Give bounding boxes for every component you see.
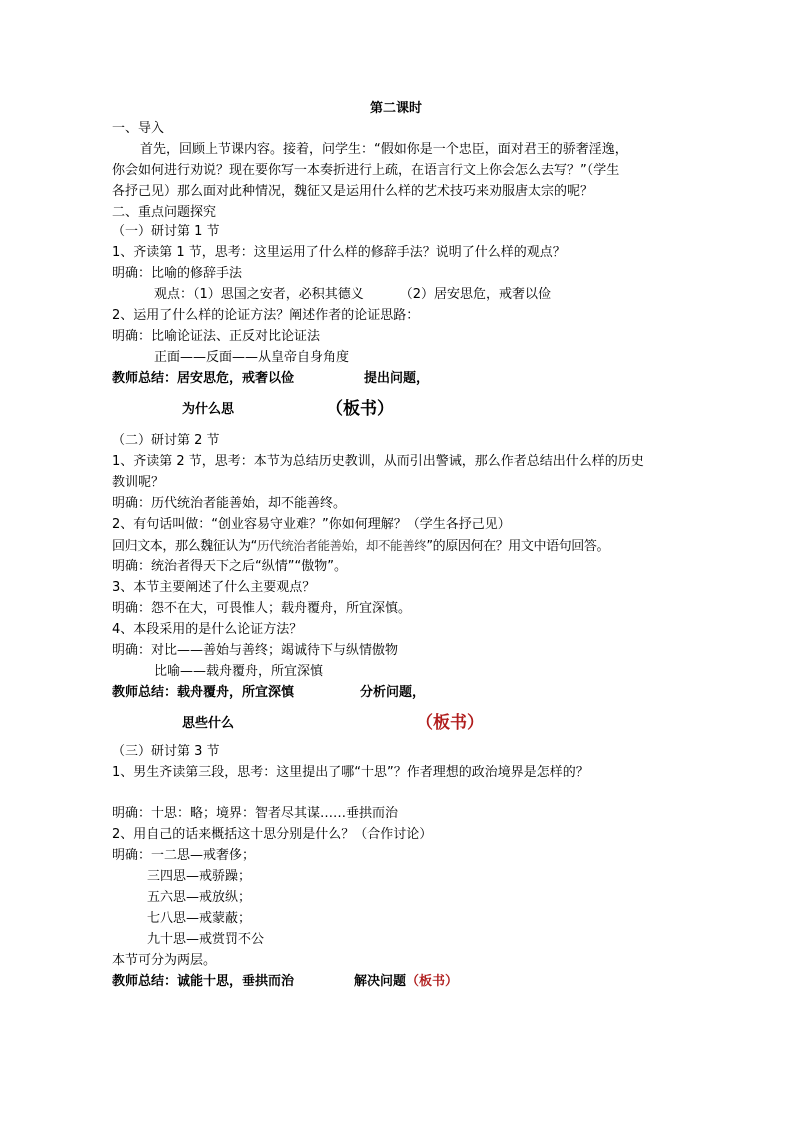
intro-paragraph-line: 你会如何进行劝说？现在要你写一本奏折进行上疏，在语言行文上你会怎么去写？”（学生 [112,163,620,178]
intro-paragraph-line: 首先，回顾上节课内容。接着，问学生：“假如你是一个忠臣，面对君王的骄奢淫逸， [140,142,628,157]
intro-paragraph-line: 各抒己见）那么面对此种情况，魏征又是运用什么样的艺术技巧来劝服唐太宗的呢？ [112,184,594,199]
page-title: 第二课时 [370,101,423,116]
summary-step-continued: 为什么思 [182,402,235,417]
viewpoint-1: 观点：（1）思国之安者，必积其德义 [154,287,364,302]
question: 3、本节主要阐述了什么主要观点？ [112,580,316,595]
question: 1、齐读第 1 节，思考：这里运用了什么样的修辞手法？说明了什么样的观点？ [112,245,566,260]
answer: 明确：一二思—戒奢侈； [112,848,256,863]
answer-detail: 比喻——载舟覆舟，所宜深慎 [154,664,324,679]
question: 2、运用了什么样的论证方法？阐述作者的论证思路： [112,308,420,323]
answer: 明确：历代统治者能善始，却不能善终。 [112,496,347,511]
summary-text: 教师总结：居安思危，戒奢以俭 [112,371,295,386]
answer: 明确：统治者得天下之后“纵情”“傲物”。 [112,559,347,574]
answer: 明确：比喻论证法、正反对比论证法 [112,329,321,344]
teacher-summary [112,974,458,990]
question: 4、本段采用的是什么论证方法？ [112,622,303,637]
question: 1、齐读第 2 节，思考：本节为总结历史教训，从而引出警诫，那么作者总结出什么样的历史 [112,454,644,469]
subsection-heading: （二）研讨第 2 节 [112,433,220,448]
summary-step: 分析问题， [360,685,426,700]
question: 2、用自己的话来概括这十思分别是什么？（合作讨论） [112,827,433,842]
subsection-heading: （一）研讨第 1 节 [112,224,220,239]
teacher-summary [112,371,429,387]
teacher-summary [112,685,425,701]
answer: 明确：对比——善始与善终；竭诚待下与纵情傲物 [112,643,399,658]
answer: 明确：十思：略；境界：智者尽其谋……垂拱而治 [112,806,399,821]
answer: 明确：比喻的修辞手法 [112,266,243,281]
answer-detail: 正面——反面——从皇帝自身角度 [154,350,350,365]
summary-step: 提出问题， [364,371,430,386]
summary-text: 教师总结：诚能十思，垂拱而治 [112,974,295,989]
section-heading-intro: 一、导入 [112,121,165,136]
summary-text: 教师总结：载舟覆舟，所宜深慎 [112,685,295,700]
question: 回归文本，那么魏征认为“历代统治者能善始，却不能善终”的原因何在？用文中语句回答。 [112,538,610,554]
board-label: （板书） [416,713,484,733]
question: 教训呢？ [112,475,165,490]
answer-list-item: 五六思—戒放纵； [147,890,252,905]
answer-list-item: 七八思—戒蒙蔽； [147,911,252,926]
viewpoint-2: （2）居安思危，戒奢以俭 [399,287,552,302]
question: 1、男生齐读第三段，思考：这里提出了哪“十思”？作者理想的政治境界是怎样的？ [112,765,589,780]
note: 本节可分为两层。 [112,953,217,968]
section-heading-key-questions: 二、重点问题探究 [112,205,217,220]
subsection-heading: （三）研讨第 3 节 [112,744,220,759]
question: 2、有句话叫做：“创业容易守业难？”你如何理解？（学生各抒己见） [112,517,511,532]
answer-list-item: 九十思—戒赏罚不公 [147,932,265,947]
board-label: （板书） [406,974,459,989]
quoted-text: 历代统治者能善始，却不能善终 [256,538,427,553]
answer-viewpoint [154,287,551,303]
answer: 明确：怨不在大，可畏惟人；载舟覆舟，所宜深慎。 [112,601,412,616]
board-label: （板书） [326,399,394,419]
answer-list-item: 三四思—戒骄躁； [147,869,252,884]
summary-step-continued: 思些什么 [182,716,235,731]
summary-step: 解决问题 [354,974,407,989]
